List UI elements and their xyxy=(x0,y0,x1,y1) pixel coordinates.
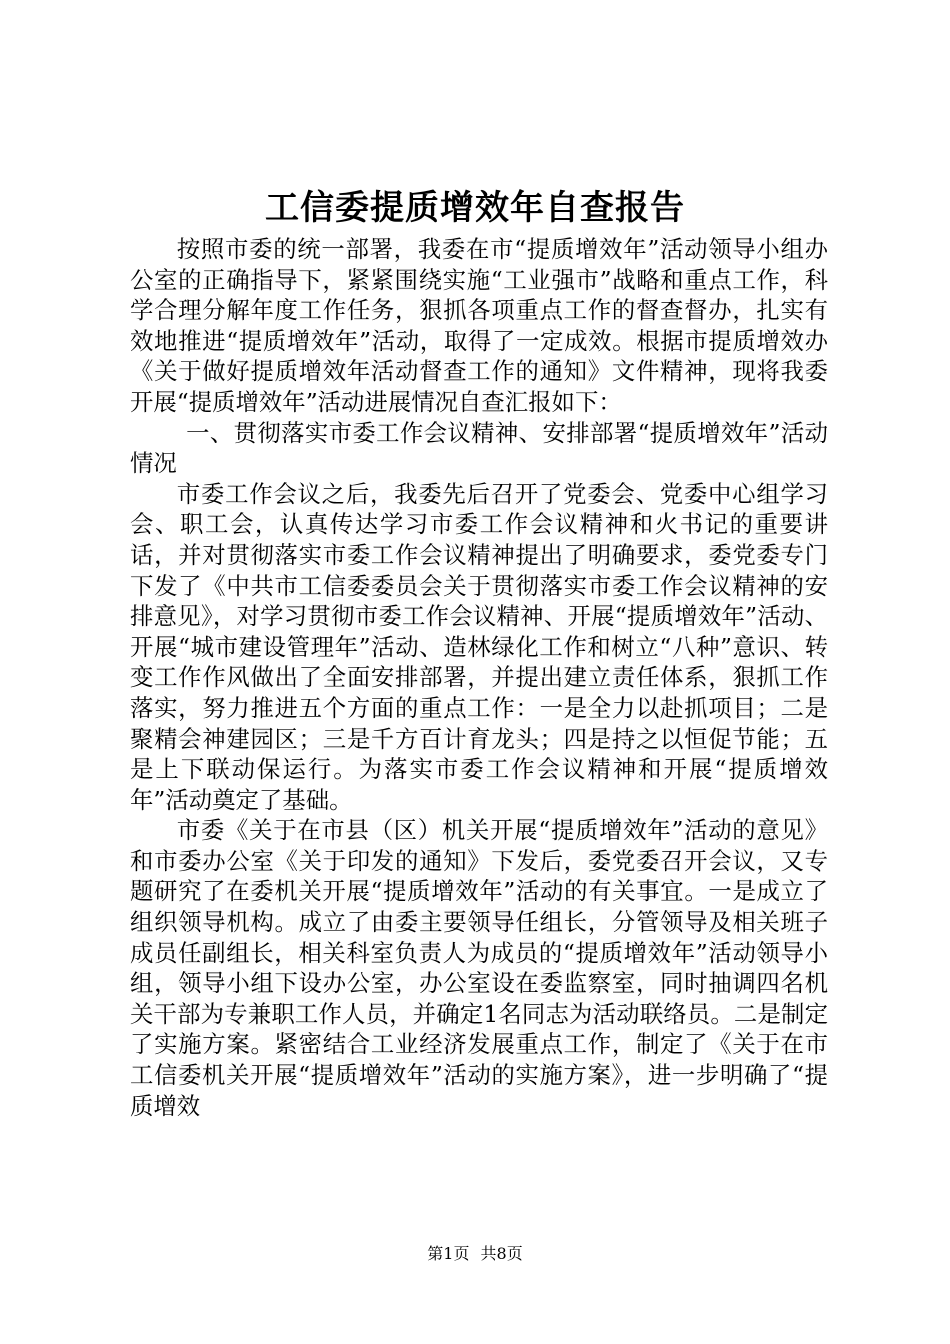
section-heading-1: 一、贯彻落实市委工作会议精神、安排部署“提质增效年”活动情况 xyxy=(130,418,828,478)
paragraph-intro: 按照市委的统一部署，我委在市“提质增效年”活动领导小组办公室的正确指导下，紧紧围绕实施“工业强市”战略和重点工作，科学合理分解年度工作任务，狠抓各项重点工作的督查督办，扎实有效地推进“提质增效年”活动，取得了一定成效。根据市提质增效办《关于做好提质增效年活动督查工作的通知》文件精神，现将我委开展“提质增效年”活动进展情况自查汇报如下： xyxy=(130,235,828,416)
paragraph-organization: 市委《关于在市县（区）机关开展“提质增效年”活动的意见》和市委办公室《关于印发的通知》下发后，委党委召开会议，又专题研究了在委机关开展“提质增效年”活动的有关事宜。一是成立了组织领导机构。成立了由委主要领导任组长，分管领导及相关班子成员任副组长，相关科室负责人为成员的“提质增效年”活动领导小组，领导小组下设办公室，办公室设在委监察室，同时抽调四名机关干部为专兼职工作人员，并确定1名同志为活动联络员。二是制定了实施方案。紧密结合工业经济发展重点工作，制定了《关于在市工信委机关开展“提质增效年”活动的实施方案》，进一步明确了“提质增效 xyxy=(130,816,828,1120)
document-body xyxy=(130,234,828,1121)
paragraph-work-meeting: 市委工作会议之后，我委先后召开了党委会、党委中心组学习会、职工会，认真传达学习市委工作会议精神和火书记的重要讲话，并对贯彻落实市委工作会议精神提出了明确要求，委党委专门下发了《中共市工信委委员会关于贯彻落实市委工作会议精神的安排意见》，对学习贯彻市委工作会议精神、开展“提质增效年”活动、开展“城市建设管理年”活动、造林绿化工作和树立“八种”意识、转变工作作风做出了全面安排部署，并提出建立责任体系，狠抓工作落实，努力推进五个方面的重点工作：一是全力以赴抓项目；二是聚精会神建园区；三是千方百计育龙头；四是持之以恒促节能；五是上下联动保运行。为落实市委工作会议精神和开展“提质增效年”活动奠定了基础。 xyxy=(130,479,828,814)
page-footer xyxy=(0,1244,950,1264)
page-total: 共8页 xyxy=(480,1244,523,1263)
page-number: 第1页 xyxy=(427,1244,470,1263)
document-title: 工信委提质增效年自查报告 xyxy=(265,188,685,228)
